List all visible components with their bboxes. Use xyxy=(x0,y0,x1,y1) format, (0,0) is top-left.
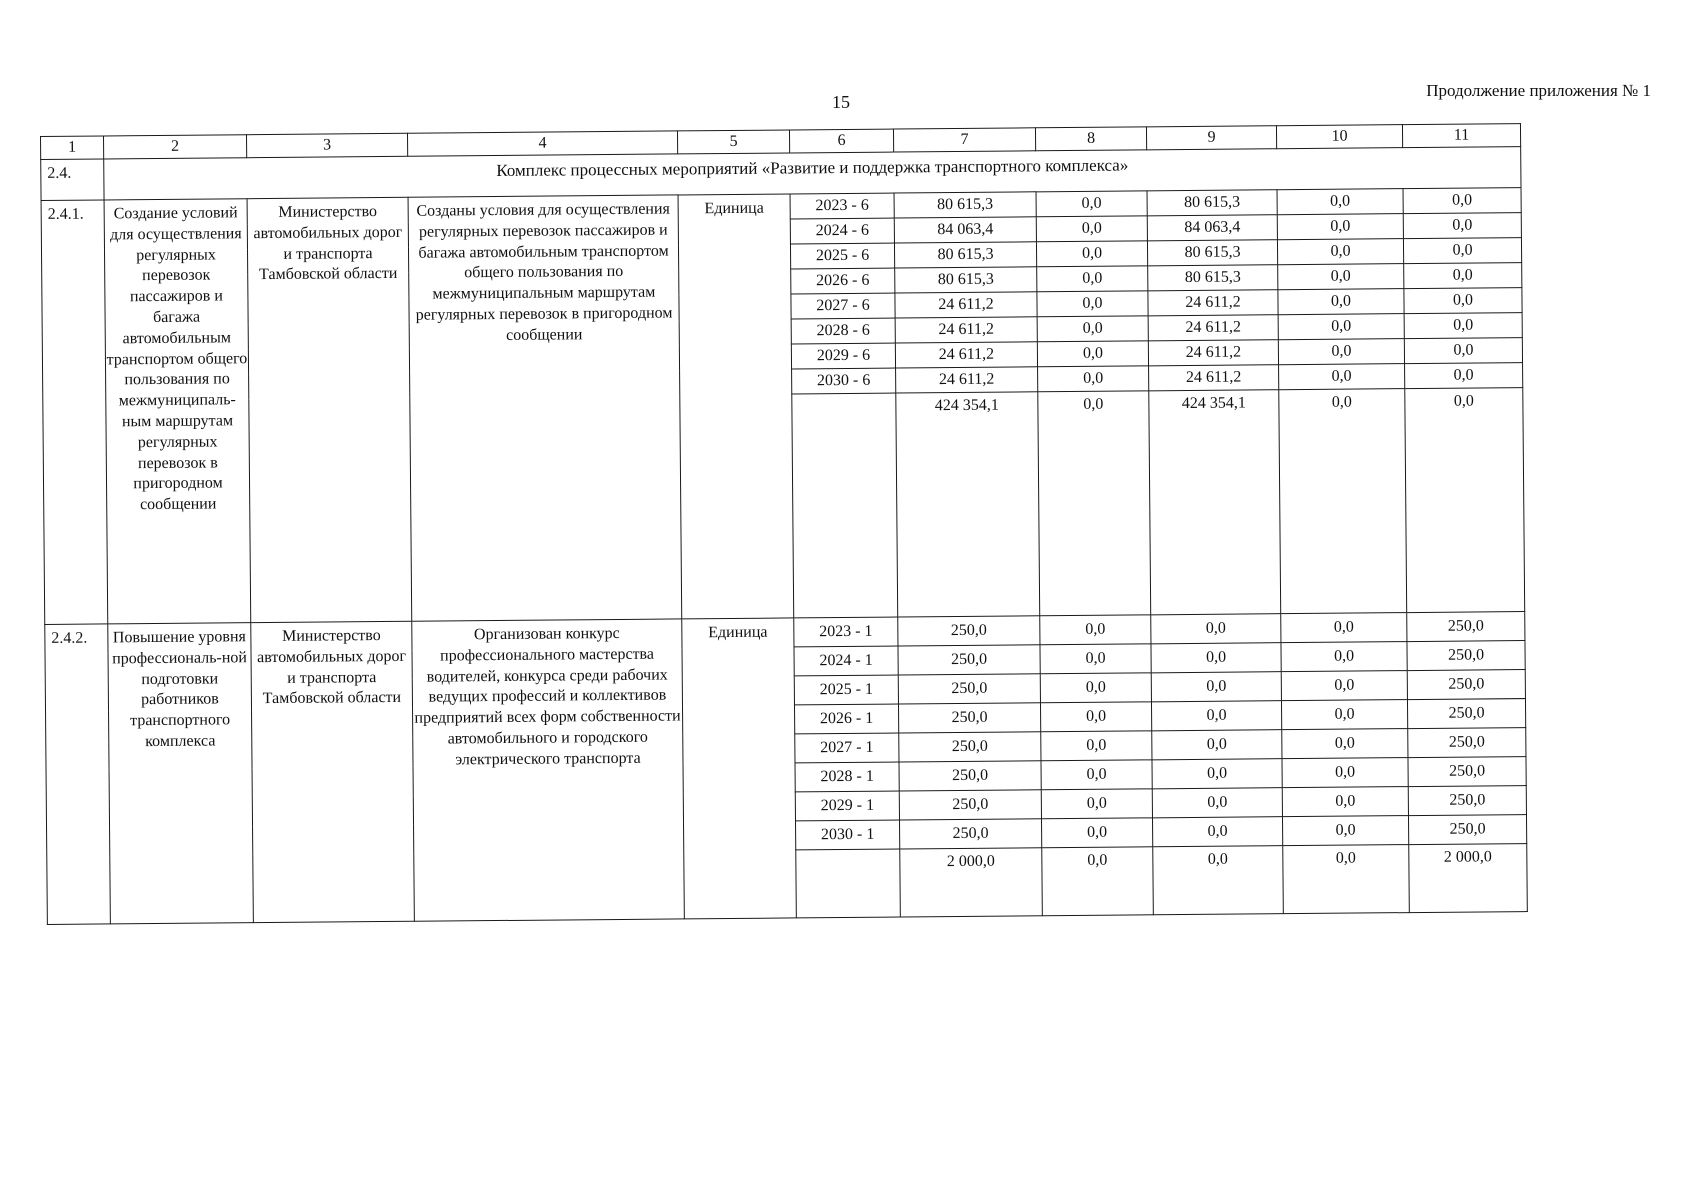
value-cell-c9: 0,0 xyxy=(1151,614,1281,644)
value-cell-c8: 0,0 xyxy=(1040,615,1151,645)
year-period-cell: 2024 - 6 xyxy=(790,218,894,244)
value-cell-c11: 250,0 xyxy=(1407,641,1525,671)
value-cell-c9: 80 615,3 xyxy=(1147,190,1277,216)
value-cell-c7: 80 615,3 xyxy=(895,267,1037,293)
value-cell-c7: 24 611,2 xyxy=(896,367,1038,393)
document-table-container xyxy=(40,123,1528,925)
section-title: Комплекс процессных мероприятий «Развитие и поддержка транспортного комплекса» xyxy=(104,147,1521,200)
year-period-cell: 2030 - 1 xyxy=(796,820,900,850)
value-cell-c11: 0,0 xyxy=(1403,238,1521,264)
value-cell-c8: 0,0 xyxy=(1038,366,1149,392)
value-cell-c7: 250,0 xyxy=(898,645,1040,675)
item-responsible: Министерство автомобильных дорог и транспорта Тамбовской области xyxy=(247,197,412,622)
item-name: Создание условий для осуществления регулярных перевозок пассажиров и багажа автомобильным транспортом общего пользования по межмуниципаль-ным маршрутам регулярных перевозок в пригородном сообщении xyxy=(104,199,251,624)
total-cell-c10: 0,0 xyxy=(1283,845,1410,914)
value-cell-c9: 24 611,2 xyxy=(1149,365,1279,391)
value-cell-c10: 0,0 xyxy=(1281,642,1407,672)
total-cell-c7: 2 000,0 xyxy=(900,848,1043,917)
value-cell-c10: 0,0 xyxy=(1279,364,1405,390)
total-cell-c10: 0,0 xyxy=(1279,389,1407,614)
total-cell-c7: 424 354,1 xyxy=(896,392,1040,617)
total-cell-c8: 0,0 xyxy=(1038,391,1151,616)
data-table xyxy=(40,123,1528,925)
value-cell-c9: 80 615,3 xyxy=(1147,240,1277,266)
total-period-cell xyxy=(792,393,898,618)
value-cell-c8: 0,0 xyxy=(1040,702,1151,732)
value-cell-c9: 0,0 xyxy=(1151,701,1281,731)
value-cell-c10: 0,0 xyxy=(1277,189,1403,215)
value-cell-c7: 24 611,2 xyxy=(895,317,1037,343)
value-cell-c10: 0,0 xyxy=(1278,339,1404,365)
year-period-cell: 2024 - 1 xyxy=(794,646,898,676)
value-cell-c8: 0,0 xyxy=(1041,760,1152,790)
value-cell-c10: 0,0 xyxy=(1281,613,1407,643)
value-cell-c9: 0,0 xyxy=(1152,730,1282,760)
value-cell-c7: 250,0 xyxy=(899,761,1041,791)
value-cell-c7: 250,0 xyxy=(899,732,1041,762)
column-header: 7 xyxy=(893,128,1035,152)
total-cell-c8: 0,0 xyxy=(1042,847,1154,916)
value-cell-c9: 84 063,4 xyxy=(1147,215,1277,241)
value-cell-c7: 24 611,2 xyxy=(895,342,1037,368)
year-period-cell: 2028 - 1 xyxy=(795,762,899,792)
value-cell-c11: 0,0 xyxy=(1404,313,1522,339)
value-cell-c11: 250,0 xyxy=(1408,757,1526,787)
item-number: 2.4.1. xyxy=(41,200,108,625)
value-cell-c9: 0,0 xyxy=(1151,672,1281,702)
value-cell-c7: 250,0 xyxy=(898,674,1040,704)
value-cell-c11: 250,0 xyxy=(1407,699,1525,729)
value-cell-c7: 250,0 xyxy=(899,790,1041,820)
column-header: 3 xyxy=(246,133,407,157)
value-cell-c9: 0,0 xyxy=(1152,788,1282,818)
column-header: 4 xyxy=(407,131,677,156)
value-cell-c10: 0,0 xyxy=(1282,787,1408,817)
value-cell-c7: 80 615,3 xyxy=(894,192,1036,218)
value-cell-c10: 0,0 xyxy=(1277,214,1403,240)
value-cell-c8: 0,0 xyxy=(1037,341,1148,367)
value-cell-c8: 0,0 xyxy=(1036,191,1147,217)
value-cell-c9: 0,0 xyxy=(1152,759,1282,789)
item-number: 2.4.2. xyxy=(45,624,111,925)
value-cell-c8: 0,0 xyxy=(1037,291,1148,317)
year-period-cell: 2028 - 6 xyxy=(791,318,895,344)
value-cell-c9: 80 615,3 xyxy=(1148,265,1278,291)
column-header: 11 xyxy=(1402,124,1520,148)
item-unit: Единица xyxy=(678,194,794,619)
value-cell-c10: 0,0 xyxy=(1278,289,1404,315)
value-cell-c9: 0,0 xyxy=(1152,817,1282,847)
year-period-cell: 2029 - 6 xyxy=(791,343,895,369)
table-body xyxy=(41,124,1528,925)
year-period-cell: 2025 - 6 xyxy=(790,243,894,269)
item-responsible: Министерство автомобильных дорог и транспорта Тамбовской области xyxy=(251,621,415,922)
value-cell-c10: 0,0 xyxy=(1281,700,1407,730)
total-cell-c9: 0,0 xyxy=(1153,846,1284,915)
value-cell-c8: 0,0 xyxy=(1036,216,1147,242)
column-header: 1 xyxy=(41,136,104,160)
value-cell-c8: 0,0 xyxy=(1041,818,1152,848)
value-cell-c7: 250,0 xyxy=(898,616,1040,646)
value-cell-c7: 250,0 xyxy=(898,703,1040,733)
value-cell-c11: 0,0 xyxy=(1404,338,1522,364)
item-result: Созданы условия для осуществления регулярных перевозок пассажиров и багажа автомобильным транспортом общего пользования по межмуниципальным маршрутам регулярных перевозок в пригородном сообщении xyxy=(408,195,682,621)
year-period-cell: 2030 - 6 xyxy=(792,368,896,394)
value-cell-c8: 0,0 xyxy=(1037,316,1148,342)
value-cell-c11: 0,0 xyxy=(1405,363,1523,389)
value-cell-c10: 0,0 xyxy=(1282,729,1408,759)
value-cell-c7: 84 063,4 xyxy=(894,217,1036,243)
value-cell-c8: 0,0 xyxy=(1041,789,1152,819)
value-cell-c11: 250,0 xyxy=(1407,670,1525,700)
appendix-continuation-note: Продолжение приложения № 1 xyxy=(1426,81,1651,100)
year-period-cell: 2027 - 1 xyxy=(795,733,899,763)
value-cell-c9: 24 611,2 xyxy=(1148,290,1278,316)
value-cell-c11: 0,0 xyxy=(1404,288,1522,314)
column-header: 10 xyxy=(1276,125,1402,149)
total-cell-c11: 0,0 xyxy=(1405,388,1525,613)
value-cell-c10: 0,0 xyxy=(1282,816,1408,846)
page-number: 15 xyxy=(832,92,850,112)
value-cell-c11: 0,0 xyxy=(1404,263,1522,289)
value-cell-c11: 250,0 xyxy=(1408,786,1526,816)
year-period-cell: 2027 - 6 xyxy=(791,293,895,319)
value-cell-c9: 24 611,2 xyxy=(1148,340,1278,366)
column-header: 9 xyxy=(1146,126,1276,150)
value-cell-c8: 0,0 xyxy=(1040,644,1151,674)
year-period-cell: 2025 - 1 xyxy=(794,675,898,705)
value-cell-c9: 0,0 xyxy=(1151,643,1281,673)
column-header: 2 xyxy=(104,135,247,159)
column-header: 5 xyxy=(677,130,789,154)
value-cell-c11: 250,0 xyxy=(1408,728,1526,758)
year-period-cell: 2023 - 6 xyxy=(790,193,894,219)
section-number: 2.4. xyxy=(41,159,104,201)
value-cell-c8: 0,0 xyxy=(1041,731,1152,761)
value-cell-c7: 250,0 xyxy=(900,819,1042,849)
value-cell-c10: 0,0 xyxy=(1277,239,1403,265)
value-cell-c10: 0,0 xyxy=(1281,671,1407,701)
column-header: 8 xyxy=(1035,127,1146,151)
total-period-cell xyxy=(796,849,901,918)
item-name: Повышение уровня профессиональ-ной подготовки работников транспортного комплекса xyxy=(108,623,254,924)
item-result: Организован конкурс профессионального мастерства водителей, конкурса среди рабочих ведущих профессий и коллективов предприятий всех форм собственности автомобильного и городского электрического транспорта xyxy=(412,619,685,921)
total-cell-c9: 424 354,1 xyxy=(1149,390,1281,615)
total-cell-c11: 2 000,0 xyxy=(1409,844,1528,913)
item-unit: Единица xyxy=(682,618,797,919)
value-cell-c8: 0,0 xyxy=(1037,266,1148,292)
year-period-cell: 2026 - 1 xyxy=(794,704,898,734)
year-period-cell: 2023 - 1 xyxy=(794,617,898,647)
value-cell-c7: 80 615,3 xyxy=(894,242,1036,268)
value-cell-c11: 0,0 xyxy=(1403,188,1521,214)
year-period-cell: 2026 - 6 xyxy=(791,268,895,294)
value-cell-c10: 0,0 xyxy=(1282,758,1408,788)
value-cell-c8: 0,0 xyxy=(1036,241,1147,267)
value-cell-c11: 0,0 xyxy=(1403,213,1521,239)
value-cell-c8: 0,0 xyxy=(1040,673,1151,703)
value-cell-c10: 0,0 xyxy=(1278,314,1404,340)
value-cell-c7: 24 611,2 xyxy=(895,292,1037,318)
value-cell-c10: 0,0 xyxy=(1278,264,1404,290)
value-cell-c11: 250,0 xyxy=(1408,815,1526,845)
value-cell-c11: 250,0 xyxy=(1407,612,1525,642)
year-period-cell: 2029 - 1 xyxy=(795,791,899,821)
column-header: 6 xyxy=(789,129,893,153)
value-cell-c9: 24 611,2 xyxy=(1148,315,1278,341)
